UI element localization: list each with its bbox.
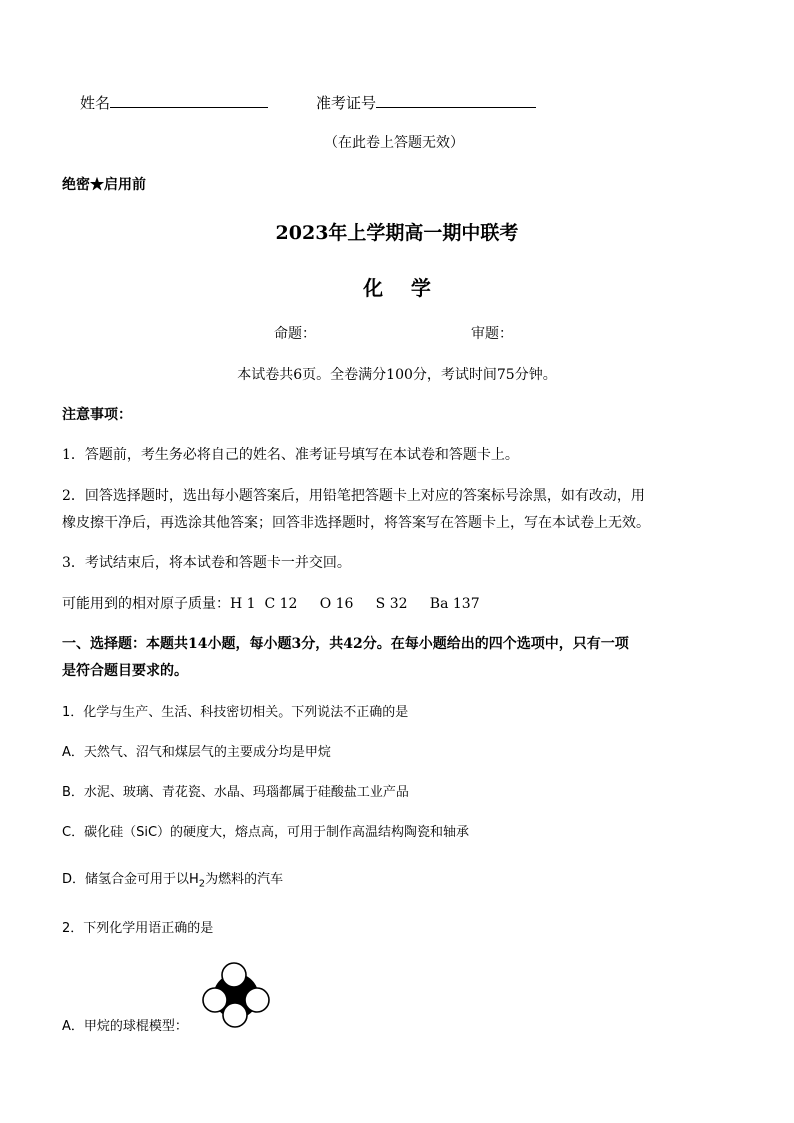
setter-label: 命题： bbox=[274, 326, 316, 342]
subject-title: 化 学 bbox=[363, 276, 431, 300]
id-field-row bbox=[316, 92, 536, 113]
q1-option-d-subscript: 2 bbox=[198, 878, 206, 890]
note-item: 2．回答选择题时，选出每小题答案后，用铅笔把答题卡上对应的答案标号涂黑，如有改动，用 bbox=[62, 488, 645, 504]
note-item: 1．答题前，考生务必将自己的姓名、准考证号填写在本试卷和答题卡上。 bbox=[62, 447, 519, 463]
q1-option-b: B．水泥、玻璃、青花瓷、水晶、玛瑙都属于硅酸盐工业产品 bbox=[62, 785, 409, 800]
q1-option-c: C．碳化硅（SiC）的硬度大，熔点高，可用于制作高温结构陶瓷和轴承 bbox=[62, 825, 470, 840]
methane-ball-stick-model bbox=[198, 958, 274, 1034]
reviewer-label: 审题： bbox=[471, 326, 513, 342]
id-blank bbox=[376, 93, 536, 108]
q1-option-d-post: 为燃料的汽车 bbox=[205, 872, 284, 887]
section-heading-line1: 一、选择题：本题共14小题，每小题3分，共42分。在每小题给出的四个选项中，只有一项 bbox=[62, 636, 629, 652]
q1-option-d bbox=[62, 868, 283, 890]
exam-info: 本试卷共6页。全卷满分100分，考试时间75分钟。 bbox=[237, 367, 557, 383]
notes-heading: 注意事项： bbox=[62, 407, 132, 423]
methane-model-icon bbox=[198, 958, 274, 1030]
id-label: 准考证号 bbox=[316, 94, 377, 112]
note-item: 3．考试结束后，将本试卷和答题卡一并交回。 bbox=[62, 555, 351, 571]
name-label: 姓名 bbox=[80, 94, 111, 112]
q2-stem: 2．下列化学用语正确的是 bbox=[62, 921, 214, 936]
section-heading-line2: 是符合题目要求的。 bbox=[62, 663, 188, 679]
q1-option-d-pre: D．储氢合金可用于以H bbox=[62, 872, 199, 887]
q1-option-a: A．天然气、沼气和煤层气的主要成分均是甲烷 bbox=[62, 745, 331, 760]
q1-stem: 1．化学与生产、生活、科技密切相关。下列说法不正确的是 bbox=[62, 705, 409, 720]
secret-mark: 绝密★启用前 bbox=[62, 177, 146, 193]
exam-title: 2023年上学期高一期中联考 bbox=[275, 222, 519, 244]
invalid-note: （在此卷上答题无效） bbox=[324, 135, 464, 151]
q2-option-a: A．甲烷的球棍模型： bbox=[62, 1019, 188, 1034]
atomic-mass-line: 可能用到的相对原子质量：H 1 C 12 O 16 S 32 Ba 137 bbox=[62, 596, 480, 612]
name-field-row bbox=[80, 92, 268, 113]
name-blank bbox=[110, 93, 268, 108]
note-item: 橡皮擦干净后，再选涂其他答案；回答非选择题时，将答案写在答题卡上，写在本试卷上无效。 bbox=[62, 515, 650, 531]
